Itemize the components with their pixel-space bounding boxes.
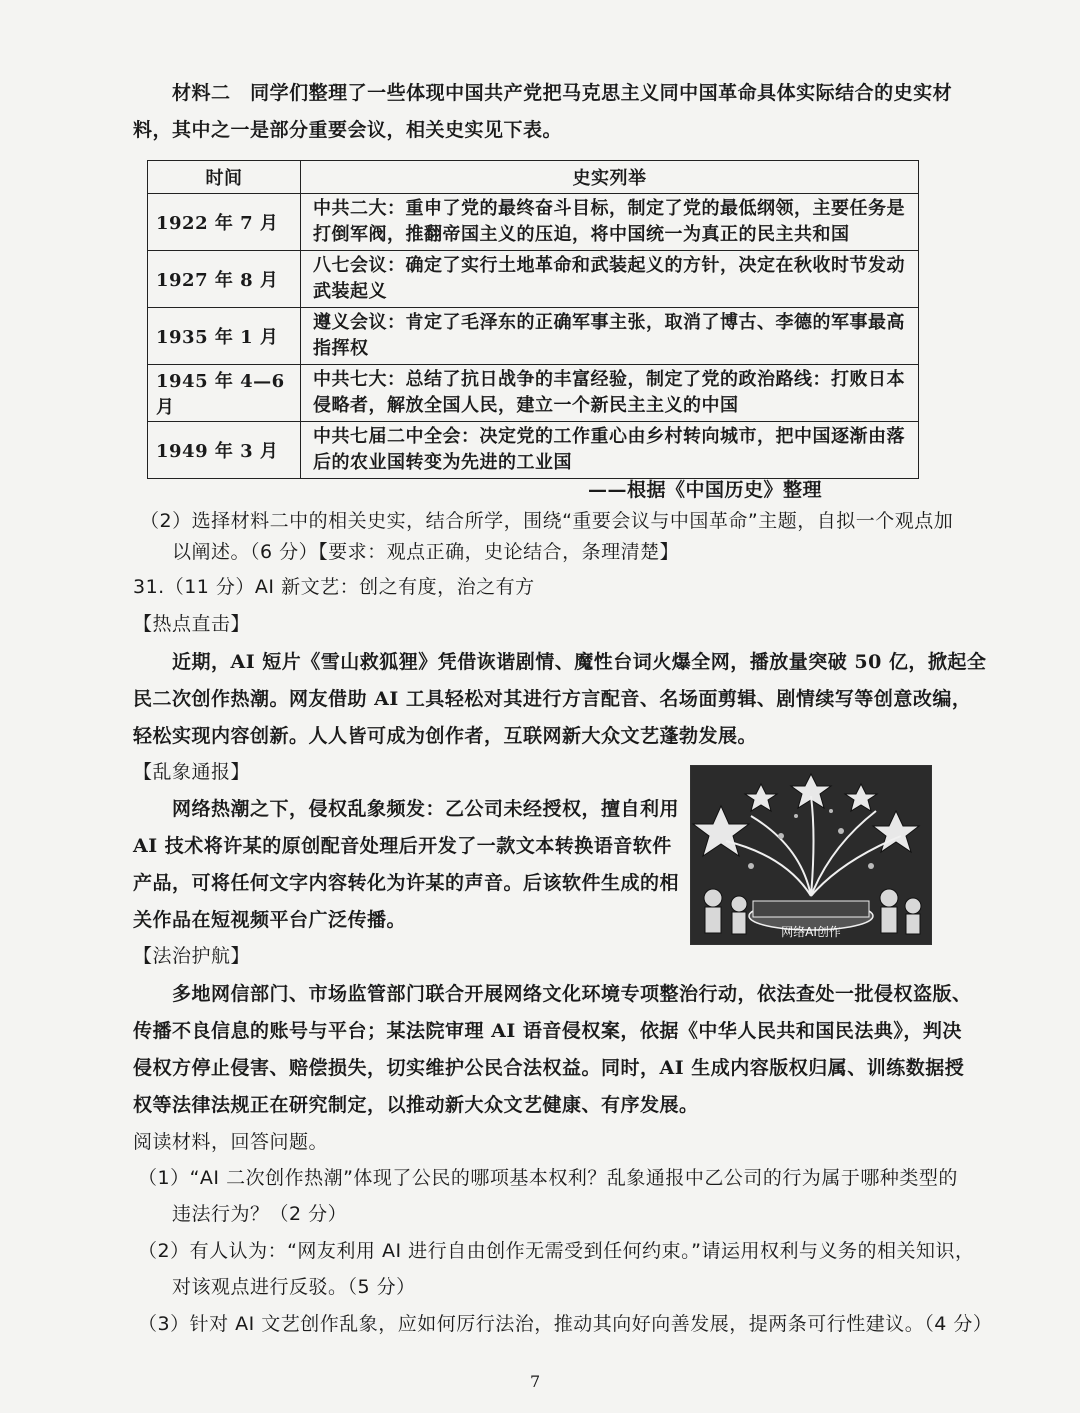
fact-line: 武装起义 (313, 281, 387, 302)
row-time: 1922 年 7 月 (148, 194, 301, 251)
table-row (148, 365, 919, 422)
fact-line: 中共七大：总结了抗日战争的丰富经验，制定了党的政治路线：打败日本 (313, 369, 905, 390)
material2-intro-line2: 料，其中之一是部分重要会议，相关史实见下表。 (133, 119, 563, 141)
chaos-text-line: AI 技术将许某的原创配音处理后开发了一款文本转换语音软件 (133, 835, 672, 857)
row-fact (301, 422, 919, 479)
law-text-line: 权等法律法规正在研究制定，以推动新大众文艺健康、有序发展。 (133, 1094, 699, 1116)
fact-line: 遵义会议：肯定了毛泽东的正确军事主张，取消了博古、李德的军事最高 (313, 312, 905, 333)
table-row (148, 194, 919, 251)
table-row (148, 308, 919, 365)
row-time: 1949 年 3 月 (148, 422, 301, 479)
table-source: ——根据《中国历史》整理 (588, 479, 823, 501)
row-fact (301, 251, 919, 308)
chaos-text-line: 关作品在短视频平台广泛传播。 (133, 909, 407, 931)
chaos-label: 【乱象通报】 (133, 761, 251, 783)
hot-text-line: 近期，AI 短片《雪山救狐狸》凭借诙谐剧情、魔性台词火爆全网，播放量突破 50 亿，掀起全 (172, 651, 987, 673)
law-label: 【法治护航】 (133, 945, 251, 967)
q31-title: 31.（11 分）AI 新文艺：创之有度，治之有方 (133, 576, 535, 598)
row-time: 1927 年 8 月 (148, 251, 301, 308)
history-facts-table (147, 160, 919, 479)
sub-question-1-line1: （1）“AI 二次创作热潮”体现了公民的哪项基本权利？乱象通报中乙公司的行为属于哪种类型的 (138, 1167, 958, 1189)
table-row (148, 251, 919, 308)
header-facts: 史实列举 (301, 161, 919, 194)
fact-line: 中共七届二中全会：决定党的工作重心由乡村转向城市，把中国逐渐由落 (313, 426, 905, 447)
row-time: 1945 年 4—6 月 (148, 365, 301, 422)
fact-line: 中共二大：重申了党的最终奋斗目标，制定了党的最低纲领，主要任务是 (313, 198, 905, 219)
chaos-text-line: 网络热潮之下，侵权乱象频发：乙公司未经授权，擅自利用 (172, 798, 680, 820)
page-number: 7 (530, 1372, 541, 1391)
fact-line: 指挥权 (313, 338, 369, 359)
material2-text: 同学们整理了一些体现中国共产党把马克思主义同中国革命具体实际结合的史实材 (250, 82, 953, 104)
table-row (148, 422, 919, 479)
read-instruction: 阅读材料，回答问题。 (133, 1131, 329, 1153)
law-text-line: 多地网信部门、市场监管部门联合开展网络文化环境专项整治行动，依法查处一批侵权盗版、 (172, 983, 972, 1005)
sub-question-2-line1: （2）有人认为：“网友利用 AI 进行自由创作无需受到任何约束。”请运用权利与义务的相关知识， (138, 1240, 975, 1262)
hot-text-line: 民二次创作热潮。网友借助 AI 工具轻松对其进行方言配音、名场面剪辑、剧情续写等创意改编， (133, 688, 972, 710)
material2-intro-line1 (172, 81, 952, 105)
law-text-line: 传播不良信息的账号与平台；某法院审理 AI 语音侵权案，依据《中华人民共和国民法典》，判决 (133, 1020, 962, 1042)
fact-line: 后的农业国转变为先进的工业国 (313, 452, 572, 473)
sub-question-2-line2: 对该观点进行反驳。（5 分） (172, 1276, 416, 1298)
row-time: 1935 年 1 月 (148, 308, 301, 365)
material2-label: 材料二 (172, 82, 231, 104)
ai-creation-cartoon (690, 765, 932, 945)
sub-question-3: （3）针对 AI 文艺创作乱象，应如何厉行法治，推动其向好向善发展，提两条可行性建议。（4 分） (138, 1313, 993, 1335)
law-text-line: 侵权方停止侵害、赔偿损失，切实维护公民合法权益。同时，AI 生成内容版权归属、训练数据授 (133, 1057, 965, 1079)
cartoon-caption: 网络AI创作 (781, 925, 841, 939)
hot-label: 【热点直击】 (133, 613, 251, 635)
row-fact (301, 308, 919, 365)
sub-question-1-line2: 违法行为？（2 分） (172, 1203, 348, 1225)
table-header-row (148, 161, 919, 194)
header-time: 时间 (148, 161, 301, 194)
fact-line: 打倒军阀，推翻帝国主义的压迫，将中国统一为真正的民主共和国 (313, 224, 850, 245)
chaos-text-line: 产品，可将任何文字内容转化为许某的声音。后该软件生成的相 (133, 872, 680, 894)
row-fact (301, 365, 919, 422)
hot-text-line: 轻松实现内容创新。人人皆可成为创作者，互联网新大众文艺蓬勃发展。 (133, 725, 758, 747)
row-fact (301, 194, 919, 251)
fact-line: 侵略者，解放全国人民，建立一个新民主主义的中国 (313, 395, 739, 416)
fact-line: 八七会议：确定了实行土地革命和武装起义的方针，决定在秋收时节发动 (313, 255, 905, 276)
q2-line1: （2）选择材料二中的相关史实，结合所学，围绕“重要会议与中国革命”主题，自拟一个观点加 (140, 510, 954, 532)
q2-line2: 以阐述。（6 分）【要求：观点正确，史论结合，条理清楚】 (172, 541, 680, 563)
